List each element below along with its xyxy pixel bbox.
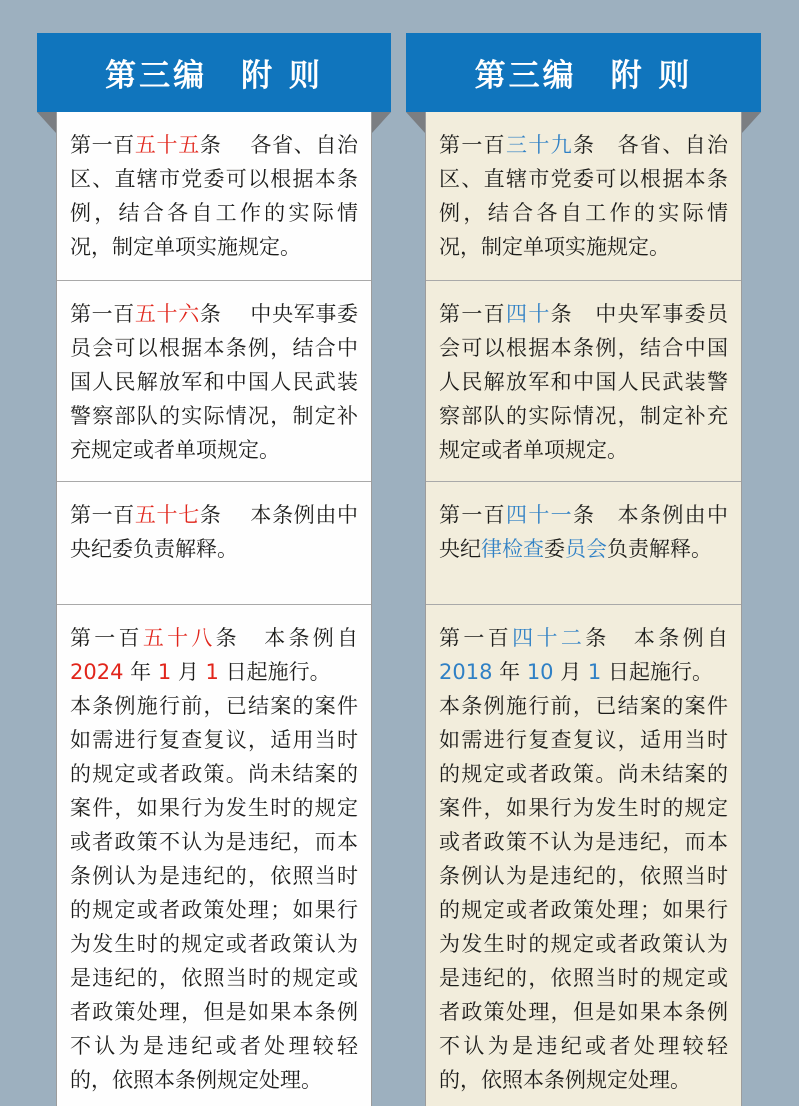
- article-run: 负责解释。: [607, 537, 712, 561]
- article-section: [57, 482, 371, 605]
- fold-corner-icon: [37, 112, 56, 133]
- column-left-2024-version: [37, 33, 391, 1106]
- article-run: 第一百: [439, 626, 513, 650]
- changed-text: 2018: [439, 660, 493, 684]
- changed-text: 四十一: [506, 503, 573, 527]
- article-run: 条 本条例由中央纪委负责解释。: [70, 503, 358, 561]
- article-run: 第一百: [70, 133, 135, 157]
- changed-text: 律检查: [481, 537, 544, 561]
- article-text: [439, 128, 728, 264]
- changed-text: 五十八: [142, 626, 216, 650]
- changed-text: 10: [526, 660, 554, 684]
- article-run: 条 中央军事委员会可以根据本条例，结合中国人民解放军和中国人民武装警察部队的实际情况，制定补充规定或者单项规定。: [70, 302, 358, 462]
- article-text: [70, 128, 358, 264]
- article-run: 年: [492, 660, 527, 684]
- article-panel-left: [56, 112, 372, 1106]
- article-section: [426, 605, 741, 1106]
- article-section: [426, 281, 741, 482]
- article-run: 第一百: [70, 626, 143, 650]
- article-run: 条 中央军事委员会可以根据本条例，结合中国人民解放军和中国人民武装警察部队的实际情况，制定补充规定或者单项规定。: [439, 302, 729, 462]
- changed-text: 四十: [506, 302, 551, 326]
- article-run: 第一百: [70, 503, 135, 527]
- column-header-right: [406, 33, 761, 112]
- article-text: [439, 498, 728, 566]
- article-run: 月: [553, 660, 588, 684]
- article-section: [426, 482, 741, 605]
- article-run: 本条例施行前，已结案的案件如需进行复查复议，适用当时的规定或者政策。尚未结案的案件，如果行为发生时的规定或者政策不认为是违纪，而本条例认为是违纪的，依照当时的规定或者政策处理；如果行为发生时的规定或者政策认为是违纪的，依照当时的规定或者政策处理，但是如果本条例不认为是违纪或者处理较轻的，依照本条例规定处理。: [70, 694, 358, 1092]
- changed-text: 三十九: [506, 133, 573, 157]
- article-text: [439, 621, 728, 1097]
- article-run: 条 各省、自治区、直辖市党委可以根据本条例，结合各自工作的实际情况，制定单项实施规定。: [70, 133, 358, 259]
- changed-text: 四十二: [512, 626, 586, 650]
- article-run: 第一百: [70, 302, 135, 326]
- article-run: 本条例施行前，已结案的案件如需进行复查复议，适用当时的规定或者政策。尚未结案的案件，如果行为发生时的规定或者政策不认为是违纪，而本条例认为是违纪的，依照当时的规定或者政策处理；如果行为发生时的规定或者政策认为是违纪的，依照当时的规定或者政策处理，但是如果本条例不认为是违纪或者处理较轻的，依照本条例规定处理。: [439, 694, 728, 1092]
- article-section: [426, 112, 741, 281]
- column-right-2018-version: [406, 33, 761, 1106]
- column-header-title: 第三编 附 则: [474, 58, 693, 94]
- fold-corner-icon: [406, 112, 425, 133]
- article-run: 日起施行。: [601, 660, 713, 684]
- changed-text: 1: [587, 660, 602, 684]
- column-header-left: [37, 33, 391, 112]
- article-run: 年: [123, 660, 158, 684]
- article-run: 月: [171, 660, 206, 684]
- article-run: 日起施行。: [218, 660, 331, 684]
- article-section: [57, 605, 371, 1106]
- changed-text: 1: [205, 660, 219, 684]
- column-header-title: 第三编 附 则: [105, 58, 323, 94]
- article-run: 第一百: [439, 503, 506, 527]
- article-run: 条 本条例自: [585, 626, 729, 650]
- changed-text: 员会: [565, 537, 607, 561]
- article-section: [57, 281, 371, 482]
- article-text: [70, 621, 358, 1097]
- changed-text: 1: [157, 660, 172, 684]
- article-run: 条 各省、自治区、直辖市党委可以根据本条例，结合各自工作的实际情况，制定单项实施规定。: [439, 133, 728, 259]
- article-run: 委: [544, 537, 565, 561]
- article-text: [70, 297, 358, 467]
- article-panel-right: [425, 112, 742, 1106]
- article-section: [57, 112, 371, 281]
- fold-corner-icon: [742, 112, 761, 133]
- article-run: 第一百: [439, 133, 506, 157]
- fold-corner-icon: [372, 112, 391, 133]
- article-text: [439, 297, 728, 467]
- changed-text: 五十六: [134, 302, 200, 326]
- article-text: [70, 498, 358, 566]
- changed-text: 五十五: [134, 133, 200, 157]
- changed-text: 五十七: [134, 503, 200, 527]
- article-run: 第一百: [439, 302, 506, 326]
- changed-text: 2024: [70, 660, 124, 684]
- article-run: 条 本条例由中央纪: [439, 503, 728, 561]
- article-run: 条 本条例自: [215, 626, 359, 650]
